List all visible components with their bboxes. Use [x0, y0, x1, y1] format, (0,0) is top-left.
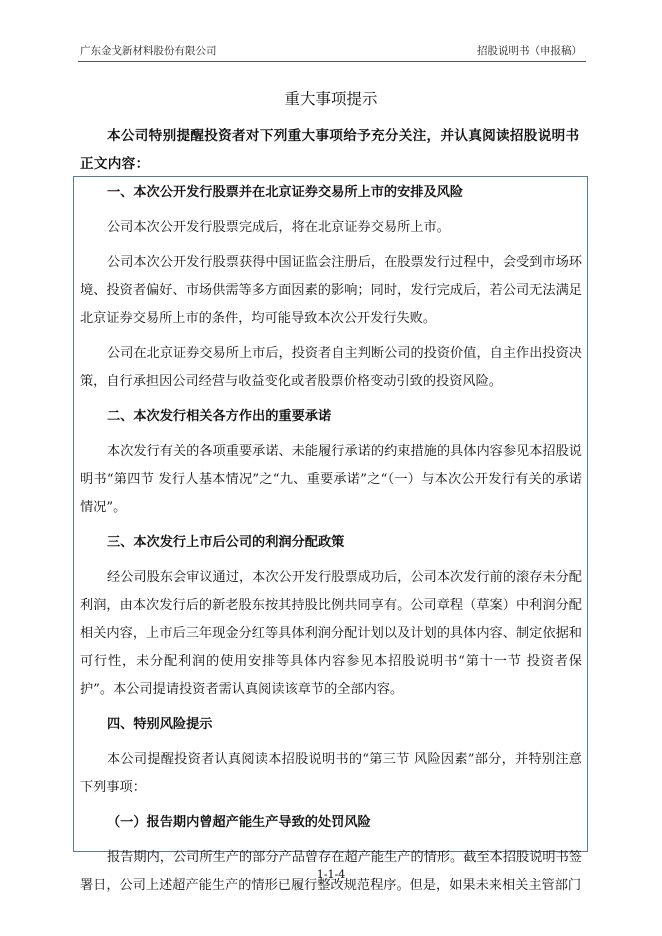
section-heading-1: 一、本次公开发行股票并在北京证券交易所上市的安排及风险 — [107, 185, 464, 200]
header-divider — [78, 61, 586, 62]
page-number: 1-1-4 — [316, 868, 346, 881]
section-1-paragraph-2: 公司本次公开发行股票获得中国证监会注册后，在股票发行过程中，会受到市场环境、投资者偏好、市场供需等多方面因素的影响；同时，发行完成后，若公司无法满足北京证券交易所上市的条件，均可能导致本次公开发行失败。 — [80, 255, 582, 326]
header-company-name: 广东金戈新材料股份有限公司 — [80, 45, 217, 57]
section-heading-2: 二、本次发行相关各方作出的重要承诺 — [107, 409, 332, 424]
section-4-paragraph-1: 本公司提醒投资者认真阅读本招股说明书的“第三节 风险因素”部分，并特别注意下列事项： — [80, 752, 582, 795]
section-heading-3: 三、本次发行上市后公司的利润分配政策 — [107, 535, 345, 550]
section-1-paragraph-1: 公司本次公开发行股票完成后，将在北京证券交易所上市。 — [107, 220, 450, 235]
subsection-4-1-paragraph-1: 报告期内，公司所生产的部分产品曾存在超产能生产的情形。截至本招股说明书签署日，公司上述超产能生产的情形已履行整改规范程序。但是，如果未来相关主管部门 — [80, 850, 582, 893]
section-heading-4: 四、特别风险提示 — [107, 717, 213, 732]
header-document-type: 招股说明书（申报稿） — [477, 45, 582, 57]
section-2-paragraph-1: 本次发行有关的各项重要承诺、未能履行承诺的约束措施的具体内容参见本招股说明书“第四节 发行人基本情况”之“九、重要承诺”之“（一）与本次公开发行有关的承诺情况”。 — [80, 444, 582, 515]
intro-paragraph: 本公司特别提醒投资者对下列重大事项给予充分关注，并认真阅读招股说明书正文内容： — [80, 128, 580, 172]
section-1-paragraph-3: 公司在北京证券交易所上市后，投资者自主判断公司的投资价值，自主作出投资决策，自行承担因公司经营与收益变化或者股票价格变动引致的投资风险。 — [80, 346, 582, 389]
content-body — [80, 179, 582, 900]
section-3-paragraph-1: 经公司股东会审议通过，本次公开发行股票成功后，公司本次发行前的滚存未分配利润，由本次发行后的新老股东按其持股比例共同享有。公司章程（草案）中利润分配相关内容，上市后三年现金分红等具体利润分配计划以及计划的具体内容、制定依据和可行性，未分配利润的使用安排等具体内容参见本招股说明书“第十一节 投资者保护”。本公司提请投资者需认真阅读该章节的全部内容。 — [80, 570, 582, 697]
subsection-heading-4-1: （一）报告期内曾超产能生产导致的处罚风险 — [107, 815, 371, 830]
page-title: 重大事项提示 — [284, 90, 378, 108]
